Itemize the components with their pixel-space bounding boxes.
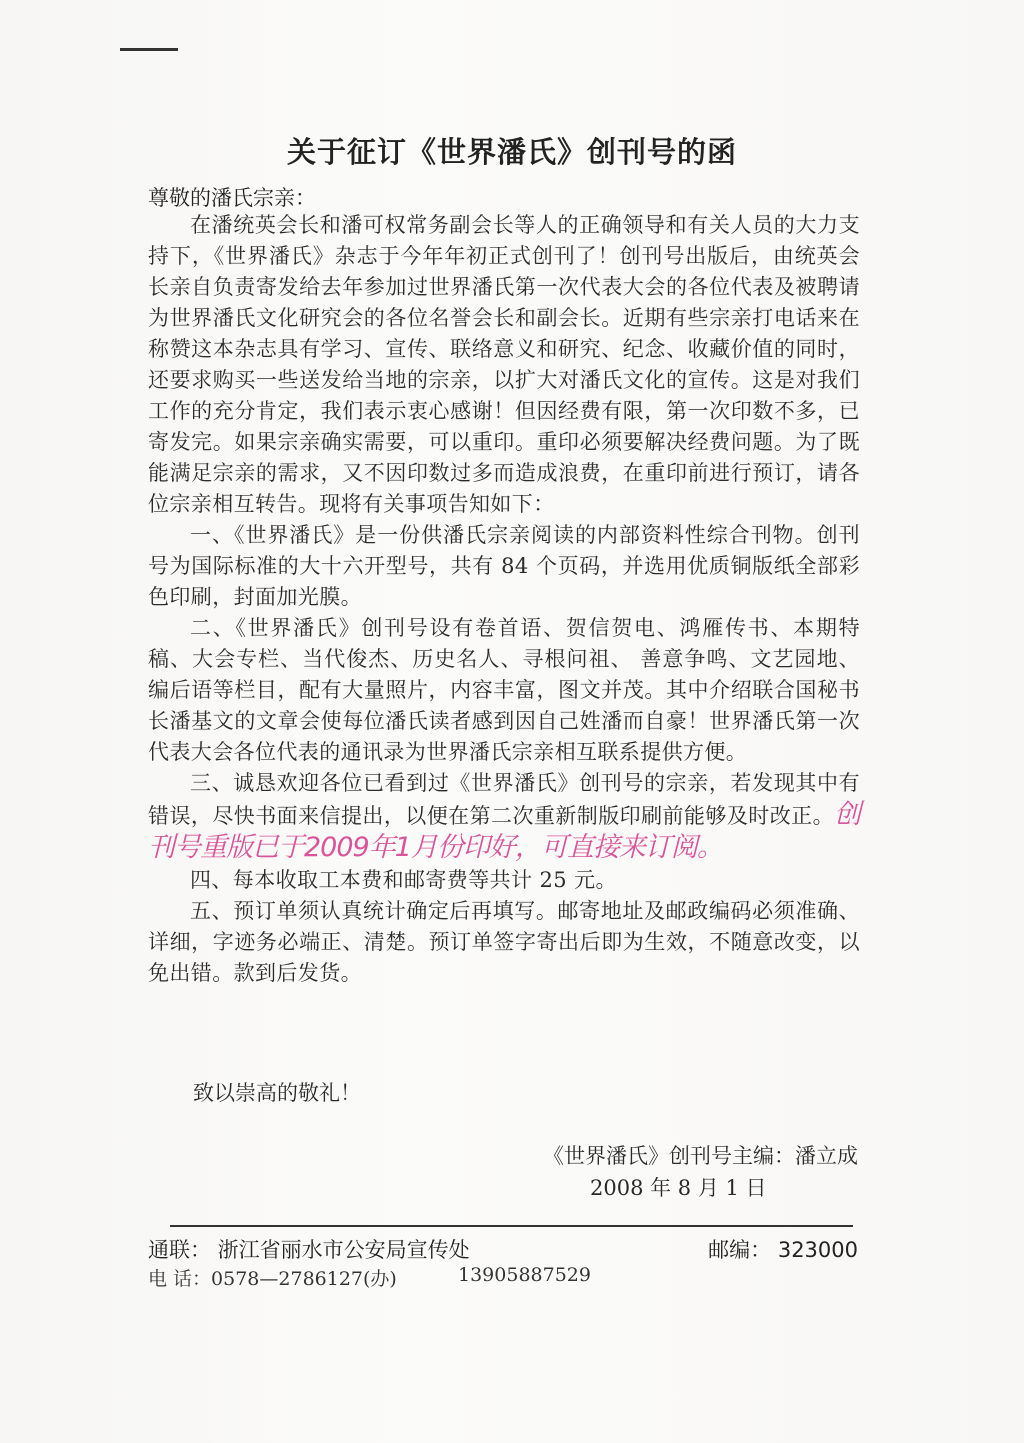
paragraph-item-5: 五、预订单须认真统计确定后再填写。邮寄地址及邮政编码必须准确、详细，字迹务必端正、清楚。预订单签字寄出后即为生效，不随意改变，以免出错。款到后发货。 <box>148 899 860 985</box>
footer-postal-code: 邮编： 323000 <box>708 1238 858 1262</box>
footer-mobile: 13905887529 <box>458 1264 591 1286</box>
handwritten-note: 创刊号重版已于2009年1月份印好，可直接来订阅。 <box>148 799 860 863</box>
paragraph-item-3 <box>148 768 860 865</box>
corner-mark <box>120 48 178 51</box>
salutation: 尊敬的潘氏宗亲： <box>148 186 316 210</box>
footer-phone: 电 话：0578—2786127(办) <box>148 1268 397 1290</box>
signature-date: 2008 年 8 月 1 日 <box>590 1176 767 1200</box>
closing-line: 致以崇高的敬礼！ <box>193 1081 361 1105</box>
footer-divider <box>170 1225 853 1227</box>
paragraph-item-1: 一、《世界潘氏》是一份供潘氏宗亲阅读的内部资料性综合刊物。创刊号为国际标准的大十六开型号，共有 84 个页码，并选用优质铜版纸全部彩色印刷，封面加光膜。 <box>148 523 860 609</box>
footer-contact: 通联： 浙江省丽水市公安局宣传处 <box>148 1238 470 1262</box>
page-title: 关于征订《世界潘氏》创刊号的函 <box>286 135 737 169</box>
letter-body <box>148 210 860 989</box>
paragraph-intro: 在潘统英会长和潘可权常务副会长等人的正确领导和有关人员的大力支持下，《世界潘氏》杂志于今年年初正式创刊了！创刊号出版后，由统英会长亲自负责寄发给去年参加过世界潘氏第一次代表大会的各位代表及被聘请为世界潘氏文化研究会的各位名誉会长和副会长。近期有些宗亲打电话来在称赞这本杂志具有学习、宣传、联络意义和研究、纪念、收藏价值的同时，还要求购买一些送发给当地的宗亲，以扩大对潘氏文化的宣传。这是对我们工作的充分肯定，我们表示衷心感谢！但因经费有限，第一次印数不多，已寄发完。如果宗亲确实需要，可以重印。重印必须要解决经费问题。为了既能满足宗亲的需求，又不因印数过多而造成浪费，在重印前进行预订，请各位宗亲相互转告。现将有关事项告知如下： <box>148 213 860 516</box>
signature: 《世界潘氏》创刊号主编：潘立成 <box>543 1144 858 1168</box>
paragraph-item-4: 四、每本收取工本费和邮寄费等共计 25 元。 <box>190 868 617 892</box>
paragraph-item-3-text: 三、诚恳欢迎各位已看到过《世界潘氏》创刊号的宗亲，若发现其中有错误，尽快书面来信提出，以便在第二次重新制版印刷前能够及时改正。 <box>148 771 860 828</box>
paragraph-item-2: 二、《世界潘氏》创刊号设有卷首语、贺信贺电、鸿雁传书、本期特稿、大会专栏、当代俊杰、历史名人、寻根问祖、 善意争鸣、文艺园地、编后语等栏目，配有大量照片，内容丰富，图文并茂。其中介绍联合国秘书长潘基文的文章会使每位潘氏读者感到因自己姓潘而自豪！世界潘氏第一次代表大会各位代表的通讯录为世界潘氏宗亲相互联系提供方便。 <box>148 616 860 764</box>
